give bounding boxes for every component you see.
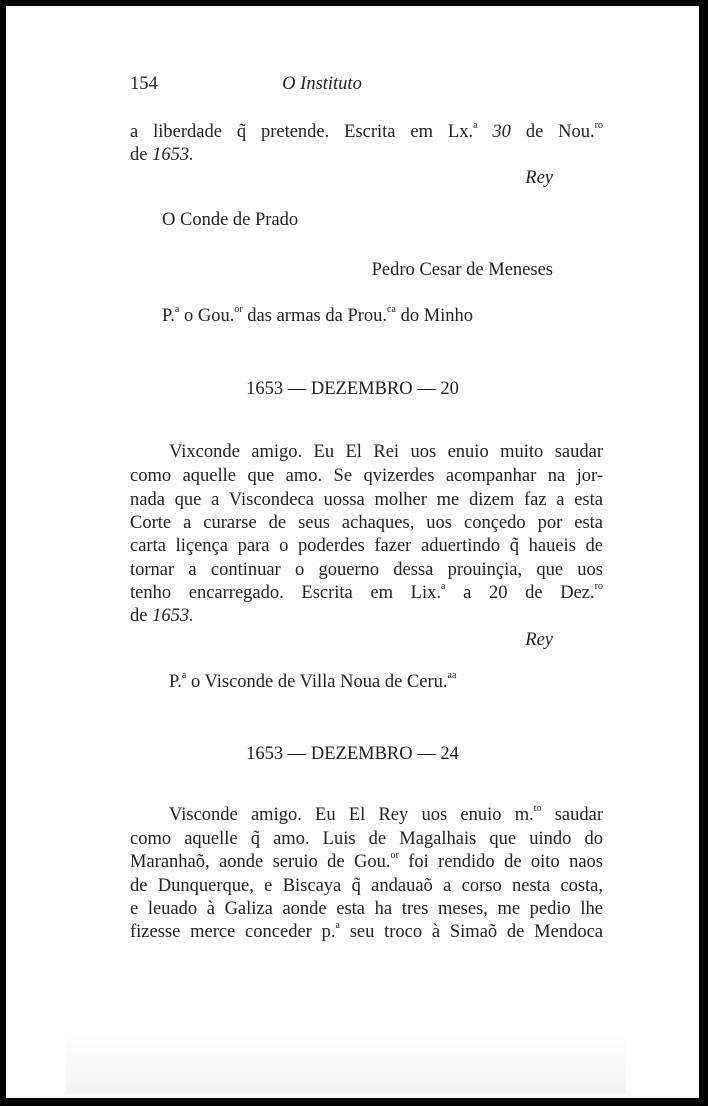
letter2-line3: nada que a Viscondeca uossa molher me dizem faz a esta [130, 490, 603, 510]
letter3-line5: e leuado à Galiza aonde esta ha tres meses, me pedio lhe [130, 899, 603, 919]
letter2-line2: como aquelle que amo. Se qvizerdes acompanhar na jor- [130, 466, 603, 486]
letter3-line4: de Dunquerque, e Biscaya q̃ andauaõ a corso nesta costa, [130, 876, 603, 896]
running-title: O Instituto [282, 74, 362, 94]
letter2-line5: carta liçença para o poderdes fazer aduertindo q̃ haueis de [130, 536, 603, 556]
letter2-line8: de 1653. [130, 606, 194, 626]
letter2-line1: Vixconde amigo. Eu El Rei uos enuio muito saudar [169, 442, 603, 462]
author-name: Pedro Cesar de Meneses [371, 260, 553, 280]
letter1-line2: de 1653. [130, 145, 194, 165]
letter3-line6: fizesse merce conceder p.$^a$ seu troco à Simaõ de Mendoca [130, 920, 603, 942]
letter2-line4: Corte a curarse de seus achaques, uos conçedo por esta [130, 513, 603, 533]
date-heading-1: 1653 — DEZEMBRO — 20 [246, 379, 459, 399]
letter1-signature: Rey [525, 168, 553, 188]
letter2-line6: tornar a continuar o gouerno dessa prouinçia, que uos [130, 560, 603, 580]
address-line-2: P.$^a$ o Visconde de Villa Noua de Ceru.$^{aa}$ [169, 670, 457, 692]
letter3-line1: Visconde amigo. Eu El Rey uos enuio m.$^{to}$ saudar [169, 803, 603, 825]
date-heading-2: 1653 — DEZEMBRO — 24 [246, 744, 459, 764]
letter3-line3: Maranhaõ, aonde seruio de Gou.$^{or}$ foi rendido de oito naos [130, 850, 603, 872]
show-through-bleed [66, 1034, 626, 1094]
letter3-line2: como aquelle q̃ amo. Luis de Magalhais que uindo do [130, 829, 603, 849]
letter2-line7: tenho encarregado. Escrita em Lix.$^a$ a 20 de Dez.$^{ro}$ [130, 581, 603, 603]
letter1-addressee: O Conde de Prado [162, 210, 299, 230]
address-line-1: P.$^a$ o Gou.$^{or}$ das armas da Prou.$^{ca}$ do Minho [162, 304, 474, 326]
letter2-signature: Rey [525, 630, 553, 650]
book-page [6, 6, 699, 1098]
page-number: 154 [130, 74, 158, 94]
letter1-line1: a liberdade q̃ pretende. Escrita em Lx.$^a$ 30 de Nou.$^{ro}$ [130, 120, 603, 142]
